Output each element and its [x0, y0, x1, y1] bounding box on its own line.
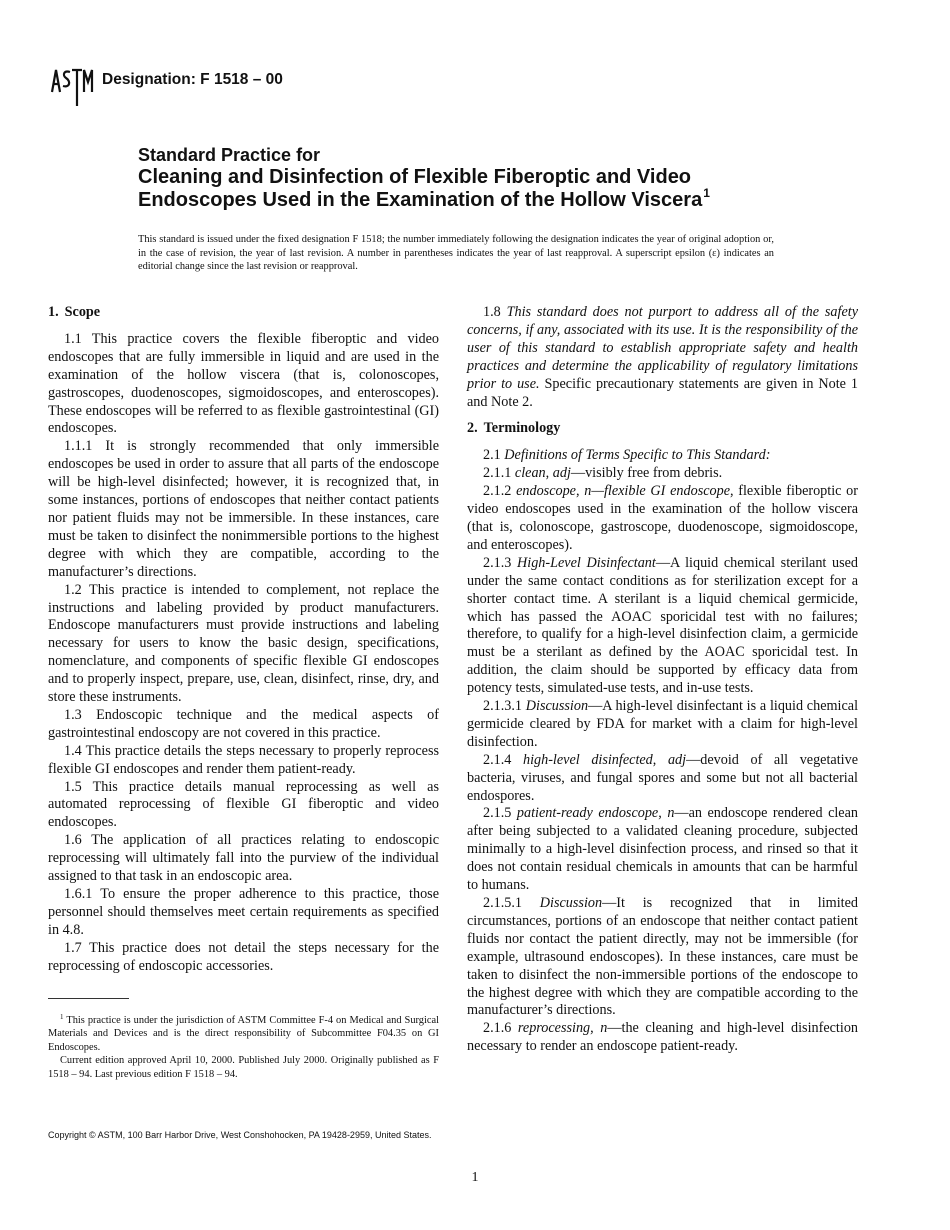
footnote-paragraph-2: Current edition approved April 10, 2000. Published July 2000. Originally published as F 1518 – 94. Last previous edition F 1518 – 94. — [48, 1055, 439, 1080]
designation: Designation: F 1518 – 00 — [102, 71, 283, 88]
column-right — [467, 304, 858, 1056]
discussion-2-1-3-1: 2.1.3.1 Discussion—A high-level disinfectant is a liquid chemical germicide cleared by FDA for market with a claim for high-level disinfection. — [467, 698, 859, 750]
document-title — [138, 144, 838, 212]
footnote-divider — [48, 998, 129, 999]
paragraph-1-4: 1.4 This practice details the steps necessary to properly reprocess flexible GI endoscopes and render them patient-ready. — [48, 742, 439, 777]
discussion-2-1-5-1: 2.1.5.1 Discussion—It is recognized that in limited circumstances, portions of an endoscope that neither contact patient fluids nor contact the patient directly, may not be immersible (for example, ultrasound endoscopes). In these instances, care must be taken to disinfect the non-immersible portions of the endoscope to the highest degree with which they are compatible according to the manufacturer’s directions. — [467, 895, 858, 1019]
title-footnote-ref: 1 — [703, 186, 710, 200]
definition-reprocessing: 2.1.6 reprocessing, n—the cleaning and high-level disinfection necessary to render an endoscope patient-ready. — [467, 1020, 859, 1055]
title-line-2: Endoscopes Used in the Examination of the Hollow Viscera$^1$ — [138, 186, 710, 211]
paragraph-1-8: 1.8 This standard does not purport to address all of the safety concerns, if any, associated with its use. It is the responsibility of the user of this standard to establish appropriate safety and health practices and determine the applicability of regulatory limitations prior to use. Specific precautionary statements are given in Note 1 and Note 2. — [467, 304, 859, 410]
intro-note: This standard is issued under the fixed designation F 1518; the number immediately following the designation indicates the year of original adoption or, in the case of revision, the year of last revision. A number in parentheses indicates the year of last reapproval. A superscript epsilon (ε) indicates an editorial change since the last revision or reapproval. — [138, 234, 774, 273]
paragraph-1-6: 1.6 The application of all practices relating to endoscopic reprocessing will ultimately fall into the purview of the individual assigned to that task in an endoscopic area. — [48, 832, 439, 885]
paragraph-1-7: 1.7 This practice does not detail the steps necessary for the reprocessing of endoscopic accessories. — [48, 939, 439, 974]
paragraph-1-6-1: 1.6.1 To ensure the proper adherence to this practice, those personnel should themselves meet certain requirements as specified in 4.8. — [48, 886, 439, 938]
paragraph-1-5: 1.5 This practice details manual reprocessing as well as automated reprocessing of flexible GI fiberoptic and video endoscopes. — [48, 778, 439, 831]
title-line-1: Cleaning and Disinfection of Flexible Fiberoptic and Video — [138, 166, 692, 188]
footnote-paragraph-1: $^1$ This practice is under the jurisdiction of ASTM Committee F-4 on Medical and Surgical Materials and Devices and is the direct responsibility of Subcommittee F04.35 on GI Endoscopes. — [48, 1013, 439, 1053]
document-header — [48, 62, 283, 110]
definition-high-level-disinfected: 2.1.4 high-level disinfected, adj—devoid of all vegetative bacteria, viruses, and fungal spores and some but not all bacterial endospores. — [467, 751, 858, 804]
paragraph-1-1-1: 1.1.1 It is strongly recommended that only immersible endoscopes be used in order to assure that all parts of the endoscope will be high-level disinfected; however, it is recognized that, in some instances, portions of endoscopes that neither contact patients nor patient fluids may not be immersible. In these instances, care must be taken to disinfect the nonimmersible portions to the highest degree with which they are compatible, according to the manufacturer’s directions. — [48, 438, 439, 580]
paragraph-1-3: 1.3 Endoscopic technique and the medical aspects of gastrointestinal endoscopy are not covered in this practice. — [48, 706, 439, 741]
paragraph-2-1: 2.1 Definitions of Terms Specific to This Standard: — [483, 447, 771, 464]
title-line-0: Standard Practice for — [138, 145, 321, 165]
definition-high-level-disinfectant: 2.1.3 High-Level Disinfectant—A liquid chemical sterilant used under the same contact conditions as for sterilization except for a shorter contact time. A sterilant is a liquid chemical germicide, which has passed the AOAC sporicidal test with no failures; therefore, to qualify for a high-level disinfection claim, a germicide must be a sterilant as defined by the AOAC sporicidal test. In addition, the claim should be supported by efficacy data from potency tests, simulated-use tests, and in-use tests. — [467, 554, 859, 697]
paragraph-1-2: 1.2 This practice is intended to complement, not replace the instructions and labeling provided by product manufacturers. Endoscope manufacturers must provide instructions and labeling necessary for users to know the basic design, specifications, nomenclature, and components of specific flexible GI endoscopes and to properly inspect, prepare, use, clean, disinfect, rinse, dry, and store these instruments. — [48, 581, 439, 706]
definition-clean: 2.1.1 clean, adj—visibly free from debris. — [483, 465, 723, 482]
svg-text:ASTM — [72, 108, 73, 109]
astm-logo-icon — [48, 62, 96, 110]
definition-endoscope: 2.1.2 endoscope, n—flexible GI endoscope, flexible fiberoptic or video endoscopes used in the examination of the hollow viscera (that is, colonoscope, gastroscope, duodenoscope, sigmoidoscope, and enteroscopes). — [467, 483, 858, 553]
column-left — [48, 304, 439, 976]
footnote — [48, 1014, 439, 1081]
section-heading-scope: 1. Scope — [48, 304, 101, 320]
definition-patient-ready-endoscope: 2.1.5 patient-ready endoscope, n—an endoscope rendered clean after being subjected to a validated cleaning procedure, subjected minimally to a high-level disinfection process, and rinsed so that it does not contain residual chemicals in amounts that can be harmful to humans. — [467, 805, 859, 894]
page-number: 1 — [471, 1170, 479, 1185]
copyright-notice: Copyright © ASTM, 100 Barr Harbor Drive, West Conshohocken, PA 19428-2959, United States. — [48, 1130, 432, 1140]
section-heading-terminology: 2. Terminology — [467, 420, 561, 437]
paragraph-1-1: 1.1 This practice covers the flexible fiberoptic and video endoscopes that are fully immersible in liquid and are used in the examination of the hollow viscera (that is, colonoscopes, gastroscopes, duodenoscopes, sigmoidoscopes, and enteroscopes). These endoscopes will be referred to as flexible gastrointestinal (GI) endoscopes. — [48, 330, 439, 437]
